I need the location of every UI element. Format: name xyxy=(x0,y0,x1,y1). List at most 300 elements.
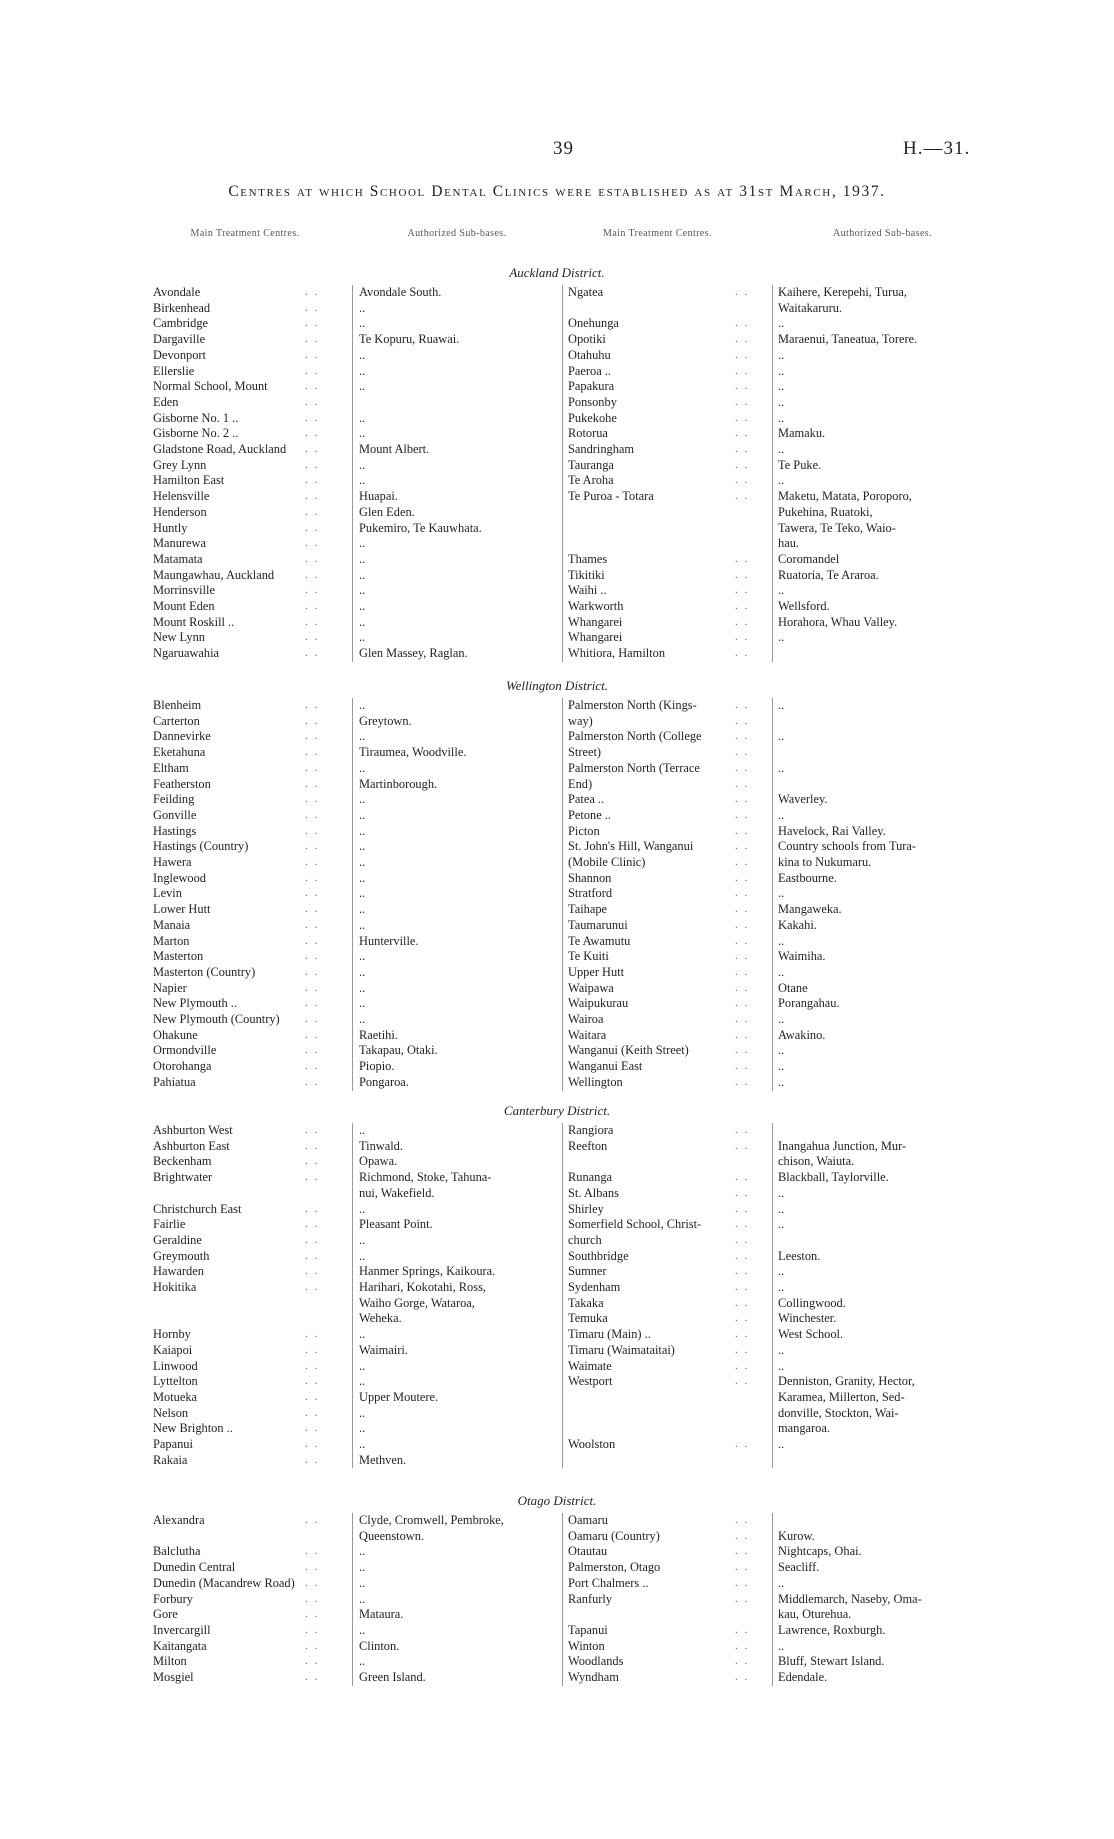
column-rule xyxy=(772,1513,773,1686)
sub-base-left: .. xyxy=(359,1591,366,1606)
sub-base-right: Awakino. xyxy=(778,1027,826,1042)
column-rule xyxy=(562,285,563,662)
main-centre-right: Patea .. xyxy=(568,792,605,807)
column-rule xyxy=(352,1123,353,1468)
main-centre-right: Runanga xyxy=(568,1170,613,1185)
main-centre-right: Oamaru (Country) xyxy=(568,1528,660,1543)
sub-base-left: .. xyxy=(359,823,366,838)
dot-leader: . . xyxy=(305,1406,320,1419)
dot-leader: . . xyxy=(735,934,750,947)
dot-leader: . . xyxy=(305,427,320,440)
main-centre-right: Upper Hutt xyxy=(568,964,625,979)
sub-base-left: .. xyxy=(359,949,366,964)
dot-leader: . . xyxy=(305,537,320,550)
main-centre-right: church xyxy=(568,1232,602,1247)
sub-base-left: .. xyxy=(359,1437,366,1451)
main-centre-right: Rotorua xyxy=(568,426,608,441)
sub-base-left: .. xyxy=(359,1123,366,1137)
dot-leader: . . xyxy=(735,1328,750,1341)
dot-leader: . . xyxy=(735,871,750,884)
main-centre-right: Taihape xyxy=(568,902,608,917)
sub-base-right: Blackball, Taylorville. xyxy=(778,1170,889,1185)
dot-leader: . . xyxy=(305,1545,320,1558)
main-centre-right: Wellington xyxy=(568,1074,623,1089)
dot-leader: . . xyxy=(305,584,320,597)
sub-base-left: Hunterville. xyxy=(359,933,419,948)
sub-base-right: Kaihere, Kerepehi, Turua, xyxy=(778,285,908,299)
dot-leader: . . xyxy=(735,808,750,821)
dot-leader: . . xyxy=(305,950,320,963)
sub-base-left: .. xyxy=(359,583,366,598)
main-centre-left: Hastings (Country) xyxy=(153,839,249,854)
dot-leader: . . xyxy=(305,1233,320,1246)
sub-base-right: Pukehina, Ruatoki, xyxy=(778,504,873,519)
main-centre-left: Devonport xyxy=(153,347,206,362)
main-centre-right: Whitiora, Hamilton xyxy=(568,646,666,661)
main-centre-left: Feilding xyxy=(153,792,195,807)
dot-leader: . . xyxy=(305,808,320,821)
sub-base-left: Pukemiro, Te Kauwhata. xyxy=(359,520,482,535)
dot-leader: . . xyxy=(305,1561,320,1574)
main-centre-left: Inglewood xyxy=(153,870,206,885)
main-centre-left: New Plymouth (Country) xyxy=(153,1012,280,1026)
dot-leader: . . xyxy=(735,1265,750,1278)
main-centre-right: Whangarei xyxy=(568,630,623,645)
main-centre-left: Morrinsville xyxy=(153,583,215,598)
sub-base-right: Havelock, Rai Valley. xyxy=(778,823,886,838)
dot-leader: . . xyxy=(735,317,750,330)
column-rule xyxy=(772,285,773,662)
column-rule xyxy=(562,1513,563,1686)
sub-base-left: .. xyxy=(359,363,366,378)
sub-base-right: Edendale. xyxy=(778,1670,828,1684)
main-centre-left: Greymouth xyxy=(153,1248,210,1263)
sub-base-left: .. xyxy=(359,855,366,869)
sub-base-right: .. xyxy=(778,630,785,645)
main-centre-left: Pahiatua xyxy=(153,1074,196,1089)
sub-base-right: .. xyxy=(778,1043,785,1058)
main-centre-right: Petone .. xyxy=(568,807,612,822)
main-centre-left: Ormondville xyxy=(153,1043,217,1058)
dot-leader: . . xyxy=(305,1438,320,1450)
main-centre-left: Cambridge xyxy=(153,316,209,331)
main-centre-left: Napier xyxy=(153,980,187,995)
main-centre-left: Lower Hutt xyxy=(153,902,211,917)
dot-leader: . . xyxy=(735,1639,750,1652)
dot-leader: . . xyxy=(305,1343,320,1356)
dot-leader: . . xyxy=(305,1202,320,1215)
main-centre-right: Te Kuiti xyxy=(568,949,609,964)
dot-leader: . . xyxy=(305,395,320,408)
sub-base-left: .. xyxy=(359,457,366,472)
dot-leader: . . xyxy=(735,1671,750,1683)
dot-leader: . . xyxy=(305,1453,320,1466)
main-centre-left: Blenheim xyxy=(153,698,202,712)
page-title: Centres at which School Dental Clinics were established as at 31st March, 1937. xyxy=(228,183,886,200)
main-centre-right: (Mobile Clinic) xyxy=(568,855,646,869)
dot-leader: . . xyxy=(735,1075,750,1088)
main-centre-right: Wanganui East xyxy=(568,1059,643,1074)
dot-leader: . . xyxy=(735,1296,750,1309)
main-centre-right: Street) xyxy=(568,745,602,760)
main-centre-left: Hawarden xyxy=(153,1264,204,1279)
dot-leader: . . xyxy=(305,1218,320,1231)
column-rule xyxy=(352,1513,353,1686)
main-centre-right: Otautau xyxy=(568,1544,608,1559)
dot-leader: . . xyxy=(735,1124,750,1136)
sub-base-right: Mamaku. xyxy=(778,426,826,441)
sub-base-left: .. xyxy=(359,1232,366,1247)
main-centre-right: Woolston xyxy=(568,1437,616,1451)
sub-base-right: Wellsford. xyxy=(778,599,830,613)
dot-leader: . . xyxy=(735,965,750,978)
column-rule xyxy=(352,285,353,662)
sub-base-right: Ruatoria, Te Araroa. xyxy=(778,567,879,582)
main-centre-right: Taumarunui xyxy=(568,917,628,932)
dot-leader: . . xyxy=(735,1060,750,1073)
sub-base-right: .. xyxy=(778,760,785,775)
dot-leader: . . xyxy=(305,458,320,471)
dot-leader: . . xyxy=(735,1623,750,1636)
dot-leader: . . xyxy=(305,286,320,298)
main-centre-left: Carterton xyxy=(153,713,200,728)
sub-base-right: .. xyxy=(778,1217,785,1232)
dot-leader: . . xyxy=(735,730,750,743)
dot-leader: . . xyxy=(305,746,320,759)
sub-base-right: kina to Nukumaru. xyxy=(778,855,872,869)
sub-base-left: .. xyxy=(359,567,366,582)
sub-base-left: Mataura. xyxy=(359,1607,404,1622)
main-centre-left: Avondale xyxy=(153,285,201,299)
main-centre-left: Linwood xyxy=(153,1358,198,1373)
dot-leader: . . xyxy=(305,380,320,393)
dot-leader: . . xyxy=(735,286,750,298)
column-rule xyxy=(562,698,563,1091)
sub-base-right: Tawera, Te Teko, Waio- xyxy=(778,520,896,535)
sub-base-left: .. xyxy=(359,870,366,885)
sub-base-right: Leeston. xyxy=(778,1248,821,1263)
sub-base-left: .. xyxy=(359,1575,366,1590)
main-centre-left: Dargaville xyxy=(153,332,206,347)
dot-leader: . . xyxy=(305,1171,320,1184)
sub-base-left: .. xyxy=(359,839,366,854)
main-centre-right: Takaka xyxy=(568,1295,604,1310)
dot-leader: . . xyxy=(305,1655,320,1668)
dot-leader: . . xyxy=(305,1359,320,1372)
main-centre-left: Otorohanga xyxy=(153,1059,212,1074)
page-number: 39 xyxy=(553,138,574,159)
dot-leader: . . xyxy=(305,333,320,346)
main-centre-right: St. Albans xyxy=(568,1185,619,1200)
sub-base-right: .. xyxy=(778,1575,785,1590)
dot-leader: . . xyxy=(305,1249,320,1262)
dot-leader: . . xyxy=(735,333,750,346)
dot-leader: . . xyxy=(735,1044,750,1057)
sub-base-right: Coromandel xyxy=(778,551,840,566)
main-centre-right: Paeroa .. xyxy=(568,363,612,378)
dot-leader: . . xyxy=(735,364,750,377)
sub-base-left: .. xyxy=(359,379,366,394)
dot-leader: . . xyxy=(305,1265,320,1278)
sub-base-left: .. xyxy=(359,614,366,629)
sub-base-left: Opawa. xyxy=(359,1154,398,1169)
dot-leader: . . xyxy=(735,887,750,900)
main-centre-right: Te Aroha xyxy=(568,473,614,488)
dot-leader: . . xyxy=(735,950,750,963)
sub-base-left: Clinton. xyxy=(359,1638,400,1653)
main-centre-right: way) xyxy=(568,713,593,728)
dot-leader: . . xyxy=(305,730,320,743)
main-centre-left: Fairlie xyxy=(153,1217,186,1232)
dot-leader: . . xyxy=(735,1343,750,1356)
sub-base-right: .. xyxy=(778,698,785,712)
main-centre-left: Gladstone Road, Auckland xyxy=(153,442,287,456)
main-centre-right: Wyndham xyxy=(568,1670,619,1684)
dot-leader: . . xyxy=(735,1249,750,1262)
sub-base-right: .. xyxy=(778,1059,785,1074)
sub-base-right: chison, Waiuta. xyxy=(778,1154,855,1169)
dot-leader: . . xyxy=(305,505,320,518)
main-centre-left: Huntly xyxy=(153,520,188,535)
main-centre-left: Christchurch East xyxy=(153,1201,242,1216)
main-centre-left: Helensville xyxy=(153,489,210,504)
sub-base-right: Winchester. xyxy=(778,1311,837,1326)
dot-leader: . . xyxy=(735,1139,750,1152)
sub-base-left: .. xyxy=(359,1012,366,1026)
main-centre-right: Tapanui xyxy=(568,1622,608,1637)
sub-base-right: Collingwood. xyxy=(778,1295,846,1310)
sub-base-left: .. xyxy=(359,807,366,822)
sub-base-right: .. xyxy=(778,964,785,979)
dot-leader: . . xyxy=(735,1186,750,1199)
sub-base-left: Raetihi. xyxy=(359,1027,398,1042)
sub-base-right: hau. xyxy=(778,536,799,551)
sub-base-left: .. xyxy=(359,473,366,488)
dot-leader: . . xyxy=(305,364,320,377)
main-centre-right: Whangarei xyxy=(568,614,623,629)
dot-leader: . . xyxy=(735,918,750,931)
dot-leader: . . xyxy=(305,1576,320,1589)
dot-leader: . . xyxy=(305,1671,320,1683)
dot-leader: . . xyxy=(305,348,320,361)
main-centre-right: Woodlands xyxy=(568,1654,624,1669)
sub-base-left: Pleasant Point. xyxy=(359,1217,433,1232)
main-centre-left: Manurewa xyxy=(153,536,206,551)
dot-leader: . . xyxy=(735,1312,750,1325)
sub-base-left: Richmond, Stoke, Tahuna- xyxy=(359,1170,492,1185)
main-centre-left: Gisborne No. 2 .. xyxy=(153,426,239,441)
sub-base-right: Country schools from Tura- xyxy=(778,839,917,854)
sub-base-left: .. xyxy=(359,698,366,712)
sub-base-left: Tinwald. xyxy=(359,1138,403,1153)
main-centre-right: Sandringham xyxy=(568,442,635,456)
dot-leader: . . xyxy=(735,568,750,581)
sub-base-left: .. xyxy=(359,1327,366,1342)
main-centre-left: Hamilton East xyxy=(153,473,225,488)
sub-base-left: .. xyxy=(359,902,366,917)
column-rule xyxy=(562,1123,563,1468)
main-centre-left: Henderson xyxy=(153,504,207,519)
main-centre-right: Reefton xyxy=(568,1138,608,1153)
main-centre-left: Alexandra xyxy=(153,1513,205,1527)
main-centre-right: Picton xyxy=(568,823,600,838)
dot-leader: . . xyxy=(305,411,320,424)
main-centre-left: Ohakune xyxy=(153,1027,198,1042)
main-centre-left: Gisborne No. 1 .. xyxy=(153,410,239,425)
sub-base-right: .. xyxy=(778,729,785,744)
dot-leader: . . xyxy=(735,777,750,790)
dot-leader: . . xyxy=(305,474,320,487)
dot-leader: . . xyxy=(735,348,750,361)
main-centre-left: Ngaruawahia xyxy=(153,646,220,661)
dot-leader: . . xyxy=(305,934,320,947)
dot-leader: . . xyxy=(735,746,750,759)
main-centre-left: Balclutha xyxy=(153,1544,201,1559)
main-centre-left: New Brighton .. xyxy=(153,1421,233,1436)
sub-base-right: Porangahau. xyxy=(778,996,840,1011)
dot-leader: . . xyxy=(305,317,320,330)
main-centre-left: Hokitika xyxy=(153,1280,197,1294)
main-centre-right: Winton xyxy=(568,1638,605,1653)
sub-base-left: Piopio. xyxy=(359,1059,395,1074)
dot-leader: . . xyxy=(305,1623,320,1636)
sub-base-left: .. xyxy=(359,1544,366,1559)
sub-base-left: Avondale South. xyxy=(359,285,442,299)
sub-base-right: .. xyxy=(778,316,785,331)
sub-base-right: Inangahua Junction, Mur- xyxy=(778,1138,907,1153)
dot-leader: . . xyxy=(305,490,320,503)
dot-leader: . . xyxy=(735,903,750,916)
sub-base-left: Upper Moutere. xyxy=(359,1389,439,1404)
dot-leader: . . xyxy=(735,584,750,597)
column-rule xyxy=(772,1123,773,1468)
main-centre-right: Te Puroa - Totara xyxy=(568,489,654,504)
dot-leader: . . xyxy=(305,714,320,727)
sub-base-right: .. xyxy=(778,1264,785,1279)
dot-leader: . . xyxy=(305,600,320,612)
main-centre-right: Southbridge xyxy=(568,1248,629,1263)
dot-leader: . . xyxy=(305,1592,320,1605)
sub-base-right: .. xyxy=(778,933,785,948)
column-header-sub-left: Authorized Sub-bases. xyxy=(407,228,507,239)
sub-base-right: .. xyxy=(778,1012,785,1026)
sub-base-right: Otane xyxy=(778,980,808,995)
sub-base-left: Hanmer Springs, Kaikoura. xyxy=(359,1264,496,1279)
dot-leader: . . xyxy=(735,981,750,994)
main-centre-right: Palmerston North (College xyxy=(568,729,702,744)
main-centre-left: Nelson xyxy=(153,1405,189,1420)
main-centre-left: Forbury xyxy=(153,1591,193,1606)
dot-leader: . . xyxy=(305,1139,320,1152)
dot-leader: . . xyxy=(735,647,750,660)
dot-leader: . . xyxy=(735,1438,750,1450)
main-centre-left: Milton xyxy=(153,1654,187,1669)
sub-base-right: .. xyxy=(778,886,785,901)
sub-base-left: .. xyxy=(359,964,366,979)
sub-base-left: Pongaroa. xyxy=(359,1074,409,1089)
sub-base-left: Glen Massey, Raglan. xyxy=(359,646,468,661)
sub-base-left: Martinborough. xyxy=(359,776,438,791)
main-centre-right: End) xyxy=(568,776,593,791)
main-centre-right: Tauranga xyxy=(568,457,614,472)
dot-leader: . . xyxy=(305,552,320,565)
dot-leader: . . xyxy=(735,1592,750,1605)
main-centre-left: Matamata xyxy=(153,551,203,566)
sub-base-left: .. xyxy=(359,300,366,315)
dot-leader: . . xyxy=(305,1608,320,1621)
dot-leader: . . xyxy=(305,521,320,534)
main-centre-right: Papakura xyxy=(568,379,615,394)
main-centre-right: Waihi .. xyxy=(568,583,607,598)
main-centre-right: Somerfield School, Christ- xyxy=(568,1217,702,1232)
sub-base-left: Waiho Gorge, Wataroa, xyxy=(359,1295,475,1310)
sub-base-right: .. xyxy=(778,347,785,362)
dot-leader: . . xyxy=(735,631,750,644)
dot-leader: . . xyxy=(735,1655,750,1668)
main-centre-left: Lyttelton xyxy=(153,1374,198,1389)
dot-leader: . . xyxy=(305,840,320,853)
main-centre-left: Kaiapoi xyxy=(153,1342,193,1357)
dot-leader: . . xyxy=(305,1075,320,1088)
dot-leader: . . xyxy=(305,1328,320,1341)
main-centre-right: Sumner xyxy=(568,1264,607,1279)
dot-leader: . . xyxy=(305,1390,320,1403)
dot-leader: . . xyxy=(735,600,750,612)
main-centre-right: Opotiki xyxy=(568,332,606,347)
main-centre-right: Thames xyxy=(568,551,608,566)
dot-leader: . . xyxy=(735,997,750,1010)
main-centre-left: Geraldine xyxy=(153,1232,202,1247)
sub-base-left: .. xyxy=(359,410,366,425)
dot-leader: . . xyxy=(735,1171,750,1184)
sub-base-right: West School. xyxy=(778,1327,844,1342)
main-centre-right: Otahuhu xyxy=(568,347,611,362)
main-centre-left: Hornby xyxy=(153,1327,191,1342)
sub-base-left: Clyde, Cromwell, Pembroke, xyxy=(359,1513,504,1527)
main-centre-left: Ashburton East xyxy=(153,1138,230,1153)
sub-base-left: .. xyxy=(359,1421,366,1436)
sub-base-right: Denniston, Granity, Hector, xyxy=(778,1374,915,1389)
dot-leader: . . xyxy=(735,490,750,503)
sub-base-right: Waimiha. xyxy=(778,949,826,964)
main-centre-left: Levin xyxy=(153,886,182,901)
sub-base-right: .. xyxy=(778,394,785,409)
main-centre-right: Rangiora xyxy=(568,1123,614,1137)
sub-base-right: mangaroa. xyxy=(778,1421,830,1436)
dot-leader: . . xyxy=(735,1202,750,1215)
dot-leader: . . xyxy=(305,1155,320,1168)
sub-base-left: .. xyxy=(359,1560,366,1575)
main-centre-right: Waipukurau xyxy=(568,996,629,1011)
dot-leader: . . xyxy=(305,918,320,931)
dot-leader: . . xyxy=(735,761,750,774)
main-centre-right: Pukekohe xyxy=(568,410,617,425)
sub-base-left: Takapau, Otaki. xyxy=(359,1043,438,1058)
main-centre-left: Hastings xyxy=(153,823,197,838)
main-centre-left: Dunedin Central xyxy=(153,1560,236,1575)
sub-base-left: .. xyxy=(359,536,366,551)
district-heading: Otago District. xyxy=(517,1493,597,1508)
dot-leader: . . xyxy=(305,699,320,711)
main-centre-right: Oamaru xyxy=(568,1513,608,1527)
main-centre-left: Dunedin (Macandrew Road) xyxy=(153,1575,295,1590)
dot-leader: . . xyxy=(305,1124,320,1136)
sub-base-right: .. xyxy=(778,807,785,822)
main-centre-left: Kaitangata xyxy=(153,1638,207,1653)
dot-leader: . . xyxy=(305,793,320,806)
district-heading: Canterbury District. xyxy=(503,1103,611,1118)
district-heading: Wellington District. xyxy=(505,678,609,693)
